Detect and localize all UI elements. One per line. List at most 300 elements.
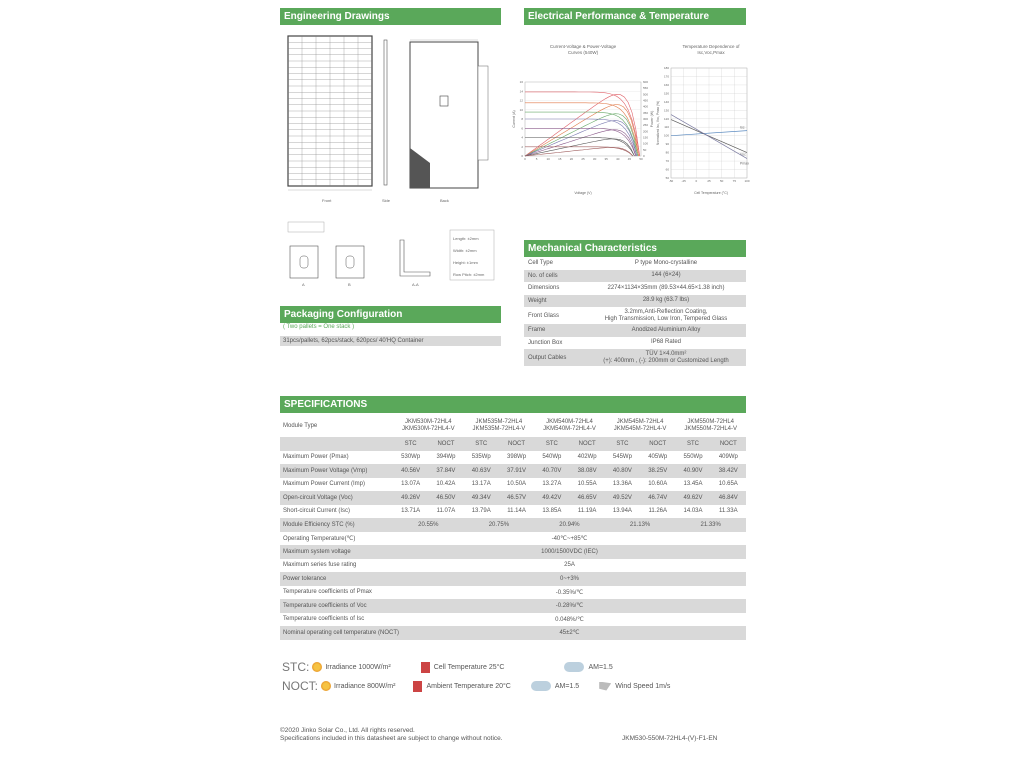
spec-value-stc: 49.62V [683,494,703,501]
y-tick-label: 100 [663,133,669,138]
x-tick-label: 45 [627,157,632,161]
spec-pair [464,454,535,460]
cloud-icon [531,681,551,691]
spec-pair [605,508,676,514]
spec-row [280,451,746,465]
spec-value-noct: 38.25V [648,467,668,474]
noct-wind: Wind Speed 1m/s [615,682,671,690]
x-tick-label: 25 [707,179,711,183]
y-tick-label: 130 [663,108,669,113]
spec-cells [393,468,746,474]
spec-pair [393,481,464,487]
legend-width: Width: ±2mm [453,248,477,253]
spec-cells [393,549,746,555]
spec-value-stc: 40.80V [612,467,632,474]
stc-conditions [282,660,613,674]
y-tick-label: 60 [665,167,669,172]
model-name [605,419,676,434]
spec-value-stc: 13.94A [612,508,632,515]
copyright: ©2020 Jinko Solar Co., Ltd. All rights reserved. [280,727,415,734]
spec-pair [393,454,464,460]
mechanical-table [524,257,746,366]
view-a-label: A [302,282,305,287]
detail-view-a [290,246,318,278]
y-tick-label: 10 [519,107,523,112]
spec-row [280,464,746,478]
x-tick-label: 10 [546,157,550,161]
spec-value-stc: 535Wp [471,454,491,461]
spec-value-stc: 13.17A [471,481,491,488]
mechanical-key: Frame [528,327,546,334]
mechanical-value: Anodized Aluminium Alloy [631,326,701,333]
y-tick-label: 110 [664,125,669,130]
mechanical-row [524,295,746,308]
spec-cells [393,481,746,487]
noct-irradiance: Irradiance 800W/m² [334,682,396,690]
wind-icon [599,682,611,691]
noct-am: AM=1.5 [554,682,580,690]
spec-row [280,437,746,451]
spec-value-stc: 40.63V [471,467,491,474]
y-tick-label: 80 [665,150,669,155]
stc-am: AM=1.5 [588,663,613,671]
mechanical-row [524,282,746,295]
mechanical-row [524,307,746,324]
noct-label: NOCT: [282,679,318,693]
spec-pair [605,481,676,487]
sun-icon [312,662,322,672]
y-tick-label: 140 [663,99,669,104]
y-tick-label: 8 [521,117,523,121]
spec-pair [675,468,746,474]
y-tick-label: 50 [665,176,669,180]
spec-value-noct: 46.84V [718,494,738,501]
model-line: JKM535M-72HL4-V [472,426,526,432]
y2-tick-label: 600 [643,80,649,84]
x-tick-label: 75 [732,179,737,183]
spec-pair [605,468,676,474]
spec-value-noct: 10.50A [507,481,527,488]
y-tick-label: 0 [521,154,523,158]
spec-pair [675,454,746,460]
y2-tick-label: 350 [643,110,649,115]
y-axis-label: Normalized Isc, Voc, Pmax (%) [656,101,660,145]
mechanical-value: 28.9 kg (63.7 lbs) [642,297,690,304]
view-b-label: B [348,282,351,287]
shared-value: 0.048%/℃ [555,616,584,623]
mechanical-key: Weight [528,297,547,304]
spec-pair [605,495,676,501]
cloud-icon [564,662,584,672]
y2-tick-label: 300 [643,117,649,121]
y2-axis-label: Power (W) [650,110,654,128]
spec-value-noct: 405Wp [648,454,668,461]
spec-pair [534,495,605,501]
specifications-table [280,415,746,640]
thermometer-icon [413,681,422,692]
spec-row [280,478,746,492]
x-tick-label: 50 [719,179,724,183]
x-tick-label: 50 [639,157,643,161]
stc-header: STC [545,440,558,447]
spec-row [280,599,746,613]
spec-value-stc: 13.27A [542,481,562,488]
model-name [675,419,746,434]
efficiency-value: 20.55% [418,521,439,528]
y2-tick-label: 150 [643,135,649,140]
spec-pair [675,508,746,514]
y-tick-label: 2 [521,144,523,149]
spec-value-stc: 545Wp [612,454,632,461]
tolerance-legend [450,230,494,280]
model-line: JKM530M-72HL4-V [401,426,455,432]
spec-value-stc: 40.70V [542,467,562,474]
notice: Specifications included in this datasheet are subject to change without notice. [280,735,503,742]
spec-value-noct: 11.33A [719,508,738,515]
spec-value-noct: 46.74V [648,494,668,501]
series-label-isc: Isc [740,125,745,130]
spec-pair [393,495,464,501]
spec-pair [464,481,535,487]
model-line: JKM550M-72HL4-V [684,426,738,432]
stc-noct-header [675,441,746,447]
mechanical-key: Junction Box [528,339,563,346]
x-tick-label: 0 [695,179,698,183]
model-line: JKM540M-72HL4-V [543,426,596,432]
spec-label: Maximum Power Voltage (Vmp) [283,467,368,474]
mechanical-row [524,257,746,270]
stc-noct-header [393,441,464,447]
y-tick-label: 170 [663,74,669,79]
spec-pair [534,481,605,487]
chart-title-line2: Isc,Voc,Pmax [697,50,725,55]
spec-row [280,626,746,640]
spec-value-noct: 46.50V [436,494,456,501]
spec-value-noct: 38.08V [577,467,597,474]
spec-row [280,505,746,519]
spec-value-stc: 40.90V [683,467,703,474]
spec-value-noct: 46.65V [577,494,597,501]
spec-label: Short-circuit Current (Isc) [283,508,351,515]
model-line: JKM540M-72HL4 [546,418,593,425]
spec-row [280,613,746,627]
y2-tick-label: 200 [643,129,649,134]
legend-length: Length: ±2mm [453,236,479,241]
stc-cell-temp: Cell Temperature 25°C [433,663,505,671]
spec-value-stc: 49.26V [401,494,421,501]
stc-irradiance: Irradiance 1000W/m² [325,663,391,671]
spec-value-noct: 37.91V [507,467,527,474]
spec-pair [675,495,746,501]
x-axis-label: Cell Temperature (°C) [694,191,728,195]
shared-value: -40℃~+85℃ [551,535,588,542]
y-tick-label: 180 [663,66,669,70]
chart-title-line1: Temperature Dependence of [682,44,740,49]
y-tick-label: 16 [519,80,523,84]
spec-value-noct: 11.14A [507,508,526,515]
spec-value-stc: 13.36A [612,481,632,488]
spec-cells [393,602,746,609]
efficiency-value: 21.33% [700,521,721,528]
spec-pair [675,481,746,487]
mechanical-row [524,324,746,337]
document-code: JKM530-550M-72HL4-(V)-F1-EN [622,735,718,742]
chart-title-line1: Current-Voltage & Power-Voltage [549,44,617,49]
mechanical-value: 2274×1134×35mm (89.53×44.65×1.38 inch) [607,284,725,291]
shared-value: 1000/1500VDC (IEC) [541,548,598,555]
spec-label: Module Type [283,423,318,429]
spec-label: Operating Temperature(℃) [283,535,356,542]
spec-value-noct: 409Wp [718,454,738,461]
spec-label: Maximum system voltage [283,548,351,555]
y2-tick-label: 500 [643,92,649,97]
x-tick-label: 20 [569,157,574,161]
engineering-drawings [280,28,502,208]
stc-header: STC [475,440,488,447]
spec-row [280,545,746,559]
mechanical-key: Output Cables [528,354,567,361]
stc-noct-header [534,441,605,447]
spec-cells [393,522,746,528]
y-tick-label: 6 [521,126,523,131]
model-name [393,419,464,434]
noct-header: NOCT [578,440,596,447]
spec-cells [393,576,746,582]
spec-row [280,518,746,532]
spec-cells [393,629,746,636]
noct-header: NOCT [437,440,455,447]
engineering-drawings-header: Engineering Drawings [280,8,501,25]
spec-value-noct: 10.42A [436,481,456,488]
spec-value-noct: 394Wp [436,454,456,461]
spec-cells [393,508,746,514]
electrical-performance-header: Electrical Performance & Temperature Dependence [524,8,746,25]
spec-pair [393,468,464,474]
spec-pair [464,495,535,501]
spec-cells [393,589,746,596]
model-line: JKM550M-72HL4 [687,418,735,425]
y2-tick-label: 450 [643,98,649,103]
noct-header: NOCT [719,440,737,447]
spec-label: Temperature coefficients of Pmax [283,589,372,596]
spec-value-stc: 13.79A [471,508,491,515]
spec-label: Temperature coefficients of Isc [283,616,365,623]
spec-cells [393,441,746,447]
mechanical-row [524,349,746,366]
shared-value: 0~+3% [559,575,580,582]
spec-value-noct: 38.42V [718,467,738,474]
temperature-dependence-chart [655,38,755,198]
front-label: Front [322,198,332,203]
mechanical-row [524,270,746,283]
spec-value-noct: 10.65A [718,481,738,488]
shared-value: -0.35%/℃ [555,589,584,596]
spec-label: Module Efficiency STC (%) [283,521,355,528]
mechanical-value: 144 (6×24) [651,272,681,279]
x-tick-label: -50 [668,179,674,183]
spec-row [280,559,746,573]
model-line: JKM530M-72HL4 [404,418,452,425]
spec-value-stc: 530Wp [401,454,421,461]
spec-pair [534,468,605,474]
spec-cells [393,616,746,623]
efficiency-value: 20.94% [559,521,580,528]
spec-pair [534,454,605,460]
x-tick-label: 30 [592,157,597,161]
spec-label: Maximum Power Current (Imp) [283,481,366,488]
spec-value-stc: 13.71A [401,508,421,515]
spec-pair [464,468,535,474]
spec-value-noct: 11.19A [577,508,597,515]
spec-cells [393,562,746,568]
legend-height: Height: ±1mm [453,260,478,265]
y2-tick-label: 550 [643,86,649,91]
y2-tick-label: 250 [643,123,649,128]
spec-value-noct: 11.07A [436,508,456,515]
mechanical-value: TÜV 1×4.0mm² (+): 400mm , (-): 200mm or Customized Length [603,350,729,364]
noct-ambient-temp: Ambient Temperature 20°C [426,682,511,690]
view-aa-label: A-A [412,282,419,287]
spec-value-stc: 13.07A [401,481,421,488]
x-tick-label: 25 [581,157,585,161]
efficiency-value: 21.13% [629,521,651,528]
spec-label: Maximum series fuse rating [283,562,357,569]
spec-pair [393,508,464,514]
stc-header: STC [616,440,629,447]
spec-value-stc: 13.85A [542,508,562,515]
spec-value-stc: 49.42V [542,494,562,501]
efficiency-value: 20.75% [488,521,510,528]
y-tick-label: 4 [521,135,523,140]
y-tick-label: 90 [665,142,669,147]
x-tick-label: 5 [535,157,538,161]
spec-cells [393,419,746,434]
spec-value-stc: 540Wp [542,454,562,461]
shared-value: -0.28%/℃ [555,603,584,610]
spec-value-stc: 14.03A [683,508,703,515]
spec-row [280,532,746,546]
y2-tick-label: 50 [643,147,647,152]
stc-label: STC: [282,660,310,674]
spec-row [280,572,746,586]
y2-tick-label: 0 [643,154,645,158]
x-axis-label: Voltage (V) [574,191,592,195]
spec-cells [393,454,746,460]
mechanical-row [524,337,746,350]
spec-value-noct: 402Wp [577,454,597,461]
chart-title-line2: Curves (540W) [567,50,599,55]
series-label-voc: Voc [740,152,746,157]
x-tick-label: 15 [558,157,562,161]
spec-label: Maximum Power (Pmax) [283,454,349,461]
detail-view-aa [400,240,430,276]
legend-row-pitch: Row Pitch: ±2mm [453,272,485,277]
x-tick-label: 100 [744,179,750,183]
x-tick-label: -25 [681,179,686,183]
sun-icon [321,681,331,691]
packaging-row: 31pcs/pallets, 62pcs/stack, 620pcs/ 40'HQ Container [280,336,501,346]
stc-header: STC [404,440,417,447]
spec-pair [605,454,676,460]
front-view-drawing [288,36,372,186]
y-tick-label: 12 [519,98,523,103]
y-tick-label: 120 [663,116,669,121]
mechanical-value: P type Mono-crystalline [634,259,698,266]
y-tick-label: 150 [663,91,669,96]
spec-value-stc: 49.34V [471,494,491,501]
detail-views [280,218,502,290]
series-label-pmax: Pmax [740,161,749,166]
noct-conditions [282,679,670,693]
spec-value-stc: 550Wp [683,454,703,461]
spec-value-noct: 37.84V [436,467,456,474]
model-line: JKM545M-72HL4-V [613,426,667,432]
spec-label: Power tolerance [283,575,327,582]
thermometer-icon [421,662,430,673]
y-tick-label: 70 [665,159,669,164]
stc-noct-header [464,441,535,447]
back-view-drawing [410,40,488,188]
side-view-drawing [384,40,387,185]
spec-cells [393,495,746,501]
detail-view-b [336,246,364,278]
spec-value-stc: 49.52V [612,494,632,501]
model-line: JKM535M-72HL4 [475,418,523,425]
y-axis-label: Current (A) [512,110,516,128]
noct-header: NOCT [508,440,526,447]
stc-header: STC [687,440,700,447]
spec-row [280,491,746,505]
spec-value-noct: 398Wp [507,454,527,461]
spec-value-stc: 40.56V [401,467,421,474]
spec-row [280,415,746,437]
model-name [464,419,535,434]
x-tick-label: 40 [616,157,620,161]
specifications-header: SPECIFICATIONS [280,396,746,413]
spec-value-noct: 46.57V [507,494,527,501]
spec-value-noct: 11.26A [648,508,668,515]
back-label: Back [440,198,449,203]
mechanical-key: Dimensions [528,285,560,292]
model-name [534,419,605,434]
stc-noct-header [605,441,676,447]
y2-tick-label: 400 [643,104,649,109]
spec-label: Open-circuit Voltage (Voc) [283,494,353,501]
mechanical-key: Front Glass [528,312,560,319]
mechanical-value: 3.2mm,Anti-Reflection Coating, High Transmission, Low Iron, Tempered Glass [604,308,728,322]
spec-pair [464,508,535,514]
spec-label: Temperature coefficients of Voc [283,602,367,609]
spec-value-noct: 10.55A [577,481,597,488]
spec-value-stc: 13.45A [683,481,703,488]
packaging-configuration-header: Packaging Configuration [280,306,501,323]
y-tick-label: 160 [663,82,669,87]
x-tick-label: 35 [604,157,608,161]
spec-row [280,586,746,600]
mechanical-value: IP68 Rated [650,339,682,346]
iv-pv-curve-chart [505,38,655,198]
y-tick-label: 14 [519,89,523,94]
mechanical-key: Cell Type [528,260,553,267]
noct-header: NOCT [649,440,667,447]
x-tick-label: 0 [524,157,526,161]
spec-cells [393,535,746,542]
packaging-note: ( Two pallets = One stack ) [283,324,355,330]
spec-label: Nominal operating cell temperature (NOCT) [283,629,400,636]
model-line: JKM545M-72HL4 [616,418,664,425]
side-label: Side [382,198,391,203]
shared-value: 25A [564,562,575,569]
